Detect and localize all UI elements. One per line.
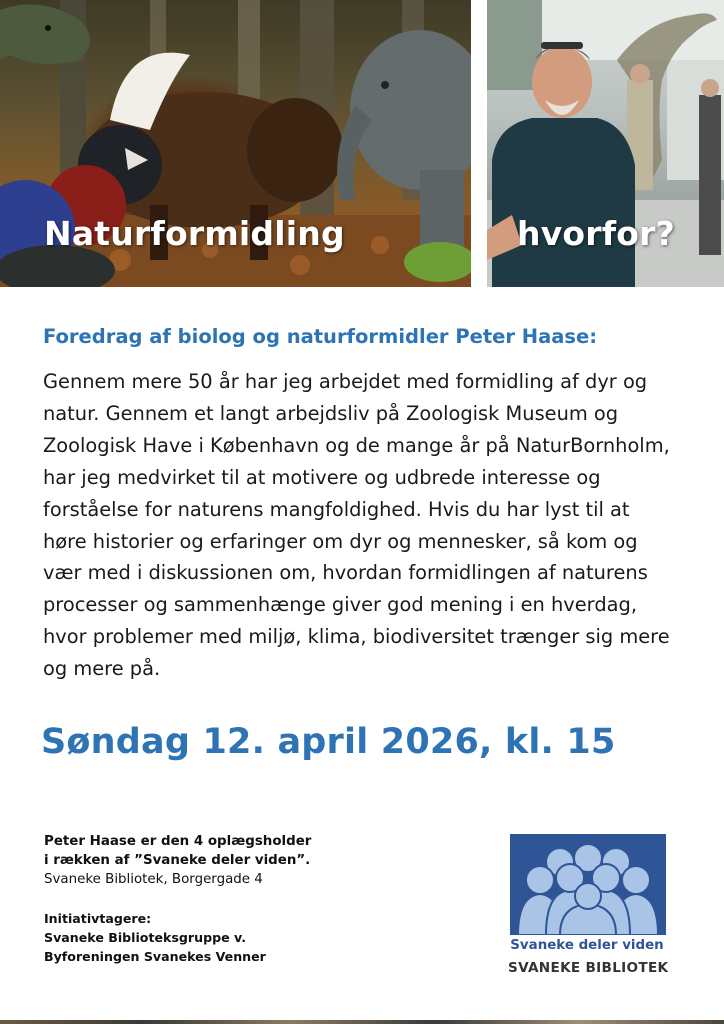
header-title-right: hvorfor? bbox=[517, 214, 675, 253]
header-photo-animals bbox=[0, 0, 471, 287]
lecture-subtitle: Foredrag af biolog og naturformidler Peter Haase: bbox=[43, 325, 598, 348]
logo-people-mark bbox=[510, 834, 666, 935]
description-line: processer og sammenhænge giver god mening i en hverdag, bbox=[43, 593, 637, 617]
description-line: høre historier og erfaringer om dyr og mennesker, så kom og bbox=[43, 529, 638, 553]
description-line: har jeg medvirket til at motivere og udbrede interesse og bbox=[43, 465, 601, 489]
description-line: Gennem mere 50 år har jeg arbejdet med formidling af dyr og bbox=[43, 370, 648, 393]
people-group-icon bbox=[510, 834, 666, 935]
speaker-info-line2: i rækken af ”Svaneke deler viden”. bbox=[44, 853, 311, 868]
initiators-heading: Initiativtagere: bbox=[44, 911, 152, 926]
initiators-line1: Svaneke Biblioteksgruppe v. bbox=[44, 930, 247, 945]
event-date: Søndag 12. april 2026, kl. 15 bbox=[41, 722, 616, 762]
bottom-photo-strip bbox=[0, 1020, 724, 1024]
svaneke-logo bbox=[508, 834, 669, 979]
description-line: Zoologisk Have i København og de mange år på NaturBornholm, bbox=[43, 433, 670, 457]
header-photo-speaker bbox=[487, 0, 724, 287]
initiators-info bbox=[44, 909, 266, 966]
logo-tagline: Svaneke deler viden bbox=[510, 938, 664, 953]
speaker-info bbox=[44, 832, 311, 889]
description-line: og mere på. bbox=[43, 657, 161, 681]
description-line: hvor problemer med miljø, klima, biodiversitet trænger sig mere bbox=[43, 625, 670, 649]
logo-library-name: SVANEKE BIBLIOTEK bbox=[508, 960, 669, 976]
venue-address: Svaneke Bibliotek, Borgergade 4 bbox=[44, 872, 263, 887]
description-line: natur. Gennem et langt arbejdsliv på Zoologisk Museum og bbox=[43, 401, 619, 425]
lecture-description bbox=[43, 366, 703, 685]
description-line: forståelse for naturens mangfoldighed. Hvis du har lyst til at bbox=[43, 497, 630, 521]
description-line: vær med i diskussionen om, hvordan formidlingen af naturens bbox=[43, 561, 648, 585]
initiators-line2: Byforeningen Svanekes Venner bbox=[44, 949, 266, 964]
speaker-info-line1: Peter Haase er den 4 oplægsholder bbox=[44, 834, 312, 849]
header-title-left: Naturformidling bbox=[44, 214, 345, 253]
